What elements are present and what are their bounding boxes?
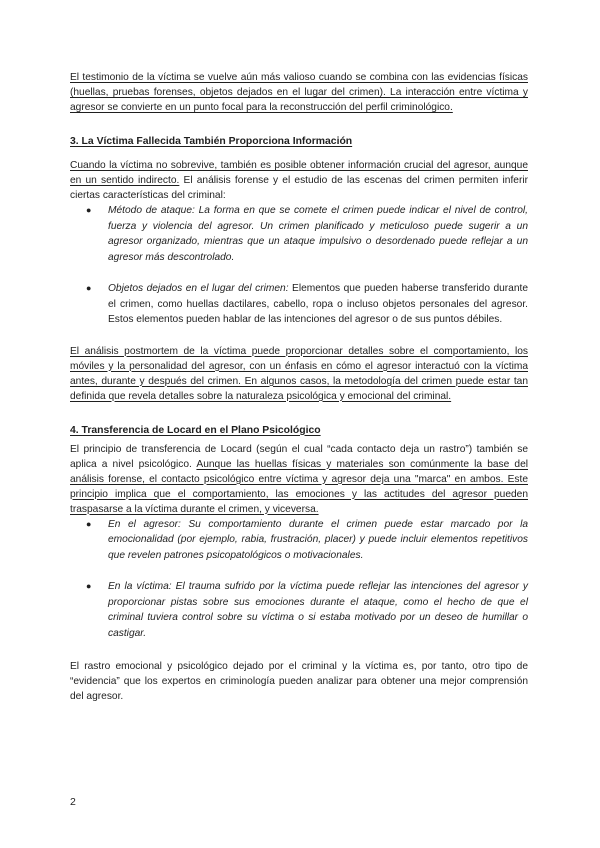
section-4-intro-underlined: Aunque las huellas físicas y materiales son comúnmente la base del análisis forense, el contacto psicológico entre víctima y agresor deja una "marca" en ambos. Este principio implica que el comportamiento, las emociones y las actitudes del agresor pueden traspasarse a la víctima durante el crimen, y viceversa. xyxy=(70,458,529,515)
section-3-bullet-list xyxy=(70,203,528,328)
page-number: 2 xyxy=(70,796,76,808)
bullet-text: En el agresor: Su comportamiento durante el crimen puede estar marcado por la emocionalidad (por ejemplo, rabia, frustración, placer) y puede incluir elementos repetitivos que revelen patrones psicopatológicos o motivacionales. xyxy=(108,518,528,561)
section-4-bullet-2 xyxy=(70,579,528,641)
section-4-bullet-list xyxy=(70,517,528,642)
section-3-intro-underlined: Cuando la víctima no sobrevive, también es posible obtener información crucial del agresor, aunque en un sentido indirecto. xyxy=(70,160,528,186)
section-3-intro-rest: El análisis forense y el estudio de las escenas del crimen permiten inferir ciertas características del criminal: xyxy=(70,175,528,201)
section-4-intro xyxy=(70,442,528,517)
bullet-icon: ● xyxy=(86,205,92,215)
section-3-intro xyxy=(70,158,528,203)
bullet-text: Método de ataque: La forma en que se comete el crimen puede indicar el nivel de control, fuerza y violencia del agresor. Un crimen planificado y meticuloso puede sugerir a un agresor organizado, mientras que un ataque impulsivo o desordenado puede reflejar a un agresor más descontrolado. xyxy=(108,205,528,263)
bullet-text: En la víctima: El trauma sufrido por la víctima puede reflejar las intenciones del agresor y proporcionar pistas sobre sus emociones durante el ataque, como el hecho de que el criminal tuviera control sobre su víctima o si estaba motivado por un deseo de humillar o castigar. xyxy=(108,581,528,639)
section-3-bullet-1 xyxy=(70,203,528,265)
intro-paragraph: El testimonio de la víctima se vuelve aún más valioso cuando se combina con las evidencias físicas (huellas, pruebas forenses, objetos dejados en el lugar del crimen). La interacción entre víctima y agresor se convierte en un punto focal para la reconstrucción del perfil criminológico. xyxy=(70,72,528,113)
section-4-closing: El rastro emocional y psicológico dejado por el criminal y la víctima es, por tanto, otro tipo de “evidencia” que los expertos en criminología pueden analizar para obtener una mejor comprensión del agresor. xyxy=(70,661,528,702)
page-content xyxy=(70,70,528,704)
section-4-heading: 4. Transferencia de Locard en el Plano Psicológico xyxy=(70,424,321,436)
bullet-icon: ● xyxy=(86,518,92,529)
section-4-bullet-1 xyxy=(70,517,528,564)
section-3-closing: El análisis postmortem de la víctima puede proporcionar detalles sobre el comportamiento, los móviles y la personalidad del agresor, con un énfasis en cómo el agresor interactuó con la víctima antes, durante y después del crimen. En algunos casos, la metodología del crimen puede estar tan definida que revela detalles sobre la naturaleza psicológica y emocional del criminal. xyxy=(70,345,528,402)
section-3-bullet-2 xyxy=(70,281,528,328)
bullet-icon: ● xyxy=(86,581,92,591)
section-3-heading: 3. La Víctima Fallecida También Proporciona Información xyxy=(70,136,353,147)
bullet-icon: ● xyxy=(86,283,92,293)
bullet-label: Objetos dejados en el lugar del crimen: xyxy=(108,283,289,294)
bullet-text: Elementos que pueden haberse transferido durante el crimen, como huellas dactilares, cabello, ropa o incluso objetos personales del agresor. Estos elementos pueden hablar de las intenciones del agresor o de sus puntos débiles. xyxy=(108,283,529,325)
section-4-intro-plain: El principio de transferencia de Locard (según el cual “cada contacto deja un rastro”) también se aplica a nivel psicológico. xyxy=(70,443,528,470)
